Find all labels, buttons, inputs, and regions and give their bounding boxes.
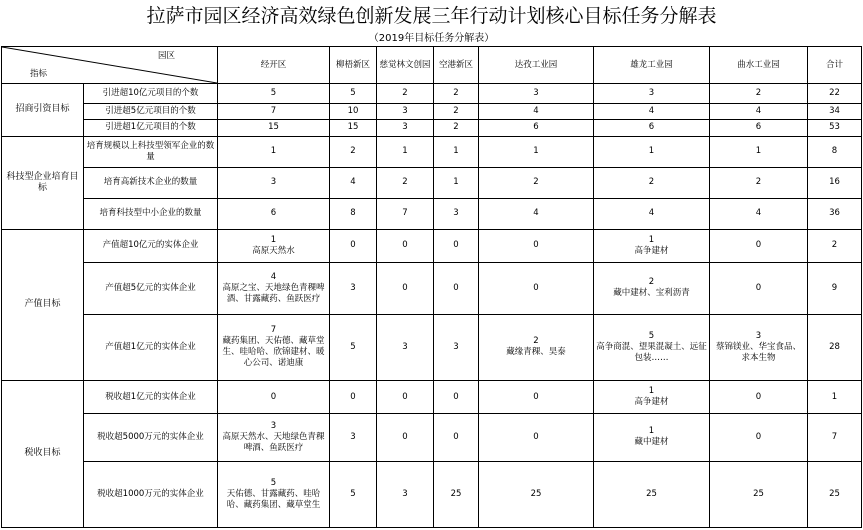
corner-header xyxy=(2,47,218,84)
table-row xyxy=(2,314,862,380)
indicator-cell: 引进超10亿元项目的个数 xyxy=(84,84,218,104)
value-cell: 6 xyxy=(218,198,330,229)
value-cell: 4 xyxy=(479,103,594,120)
value-cell: 15 xyxy=(330,120,377,137)
value-cell: 0 xyxy=(434,380,479,413)
header-row xyxy=(2,47,862,84)
value-cell: 2 xyxy=(710,167,808,198)
value-cell: 3 高原天然水、天地绿色青稞啤酒、鱼跃医疗 xyxy=(218,414,330,462)
value-cell: 25 xyxy=(710,461,808,527)
value-cell: 1 xyxy=(808,380,862,413)
table-row xyxy=(2,414,862,462)
value-cell: 5 高争商混、望果混凝土、远征包装…… xyxy=(594,314,710,380)
value-cell: 4 xyxy=(710,103,808,120)
value-cell: 1 xyxy=(218,136,330,167)
column-header: 柳梧新区 xyxy=(330,47,377,84)
indicator-cell: 产值超5亿元的实体企业 xyxy=(84,263,218,315)
value-cell: 16 xyxy=(808,167,862,198)
value-cell: 2 xyxy=(434,103,479,120)
column-header: 合计 xyxy=(808,47,862,84)
indicator-cell: 税收超1000万元的实体企业 xyxy=(84,461,218,527)
value-cell: 6 xyxy=(479,120,594,137)
target-table xyxy=(1,46,862,528)
value-cell: 5 xyxy=(330,314,377,380)
value-cell: 53 xyxy=(808,120,862,137)
value-cell: 1 高争建材 xyxy=(594,229,710,262)
value-cell: 1 高争建材 xyxy=(594,380,710,413)
value-cell: 5 天佑德、甘露藏药、哇哈哈、藏药集团、藏草堂生 xyxy=(218,461,330,527)
value-cell: 4 高原之宝、天地绿色青稞啤酒、甘露藏药、鱼跃医疗 xyxy=(218,263,330,315)
column-header: 达孜工业园 xyxy=(479,47,594,84)
value-cell: 0 xyxy=(434,263,479,315)
value-cell: 4 xyxy=(594,103,710,120)
value-cell: 3 xyxy=(434,314,479,380)
value-cell: 5 xyxy=(330,461,377,527)
value-cell: 1 xyxy=(594,136,710,167)
value-cell: 9 xyxy=(808,263,862,315)
value-cell: 34 xyxy=(808,103,862,120)
value-cell: 5 xyxy=(330,84,377,104)
indicator-cell: 培育科技型中小企业的数量 xyxy=(84,198,218,229)
value-cell: 25 xyxy=(434,461,479,527)
value-cell: 0 xyxy=(434,414,479,462)
category-cell: 科技型企业培育目标 xyxy=(2,136,84,229)
value-cell: 1 藏中建材 xyxy=(594,414,710,462)
indicator-cell: 引进超1亿元项目的个数 xyxy=(84,120,218,137)
value-cell: 3 xyxy=(377,120,434,137)
value-cell: 22 xyxy=(808,84,862,104)
value-cell: 0 xyxy=(479,263,594,315)
value-cell: 4 xyxy=(479,198,594,229)
indicator-cell: 培育高新技术企业的数量 xyxy=(84,167,218,198)
value-cell: 0 xyxy=(377,229,434,262)
value-cell: 7 藏药集团、天佑德、藏草堂生、哇哈哈、欣锦建材、暖心公司、诺迪康 xyxy=(218,314,330,380)
value-cell: 2 藏中建材、宝利沥青 xyxy=(594,263,710,315)
table-row xyxy=(2,103,862,120)
value-cell: 2 xyxy=(377,84,434,104)
value-cell: 1 xyxy=(434,167,479,198)
value-cell: 36 xyxy=(808,198,862,229)
value-cell: 1 高原天然水 xyxy=(218,229,330,262)
value-cell: 15 xyxy=(218,120,330,137)
value-cell: 3 蔡锦镁业、华宝食品、求本生物 xyxy=(710,314,808,380)
table-row xyxy=(2,120,862,137)
table-row xyxy=(2,136,862,167)
table-row xyxy=(2,461,862,527)
value-cell: 0 xyxy=(710,414,808,462)
category-cell: 税收目标 xyxy=(2,380,84,527)
indicator-cell: 产值超1亿元的实体企业 xyxy=(84,314,218,380)
indicator-cell: 税收超1亿元的实体企业 xyxy=(84,380,218,413)
value-cell: 3 xyxy=(594,84,710,104)
value-cell: 0 xyxy=(479,380,594,413)
table-row xyxy=(2,380,862,413)
table-row xyxy=(2,229,862,262)
value-cell: 1 xyxy=(377,136,434,167)
value-cell: 3 xyxy=(479,84,594,104)
value-cell: 0 xyxy=(377,380,434,413)
value-cell: 4 xyxy=(330,167,377,198)
value-cell: 1 xyxy=(710,136,808,167)
table-row xyxy=(2,263,862,315)
value-cell: 0 xyxy=(330,229,377,262)
table-row xyxy=(2,84,862,104)
value-cell: 0 xyxy=(479,414,594,462)
value-cell: 25 xyxy=(594,461,710,527)
value-cell: 25 xyxy=(808,461,862,527)
value-cell: 2 xyxy=(377,167,434,198)
value-cell: 0 xyxy=(434,229,479,262)
value-cell: 0 xyxy=(330,380,377,413)
category-cell: 产值目标 xyxy=(2,229,84,380)
page-title: 拉萨市园区经济高效绿色创新发展三年行动计划核心目标任务分解表 xyxy=(146,5,717,27)
table-row xyxy=(2,198,862,229)
indicator-cell: 培育规模以上科技型领军企业的数量 xyxy=(84,136,218,167)
value-cell: 3 xyxy=(434,198,479,229)
column-header: 空港新区 xyxy=(434,47,479,84)
value-cell: 2 xyxy=(710,84,808,104)
page-subtitle: （2019年目标任务分解表） xyxy=(368,33,495,44)
value-cell: 0 xyxy=(218,380,330,413)
value-cell: 3 xyxy=(330,414,377,462)
value-cell: 7 xyxy=(808,414,862,462)
value-cell: 6 xyxy=(710,120,808,137)
value-cell: 0 xyxy=(710,380,808,413)
value-cell: 0 xyxy=(710,263,808,315)
value-cell: 2 xyxy=(594,167,710,198)
value-cell: 0 xyxy=(710,229,808,262)
indicator-cell: 引进超5亿元项目的个数 xyxy=(84,103,218,120)
value-cell: 0 xyxy=(377,263,434,315)
category-cell: 招商引资目标 xyxy=(2,84,84,137)
value-cell: 28 xyxy=(808,314,862,380)
column-header: 经开区 xyxy=(218,47,330,84)
value-cell: 4 xyxy=(710,198,808,229)
value-cell: 1 xyxy=(479,136,594,167)
value-cell: 25 xyxy=(479,461,594,527)
column-header: 慈觉林文创园 xyxy=(377,47,434,84)
corner-label-park: 园区 xyxy=(157,51,175,61)
indicator-cell: 税收超5000万元的实体企业 xyxy=(84,414,218,462)
value-cell: 5 xyxy=(218,84,330,104)
value-cell: 2 xyxy=(479,167,594,198)
indicator-cell: 产值超10亿元的实体企业 xyxy=(84,229,218,262)
value-cell: 2 xyxy=(808,229,862,262)
value-cell: 3 xyxy=(377,314,434,380)
value-cell: 1 xyxy=(434,136,479,167)
value-cell: 8 xyxy=(808,136,862,167)
value-cell: 3 xyxy=(377,103,434,120)
column-header: 雄龙工业园 xyxy=(594,47,710,84)
corner-label-indicator: 指标 xyxy=(30,69,48,79)
value-cell: 2 xyxy=(434,120,479,137)
value-cell: 3 xyxy=(377,461,434,527)
value-cell: 2 xyxy=(330,136,377,167)
value-cell: 2 藏缘青稞、昊泰 xyxy=(479,314,594,380)
value-cell: 3 xyxy=(218,167,330,198)
value-cell: 8 xyxy=(330,198,377,229)
value-cell: 7 xyxy=(218,103,330,120)
value-cell: 2 xyxy=(434,84,479,104)
value-cell: 4 xyxy=(594,198,710,229)
table-row xyxy=(2,167,862,198)
value-cell: 6 xyxy=(594,120,710,137)
value-cell: 7 xyxy=(377,198,434,229)
value-cell: 0 xyxy=(377,414,434,462)
value-cell: 3 xyxy=(330,263,377,315)
value-cell: 10 xyxy=(330,103,377,120)
column-header: 曲水工业园 xyxy=(710,47,808,84)
value-cell: 0 xyxy=(479,229,594,262)
